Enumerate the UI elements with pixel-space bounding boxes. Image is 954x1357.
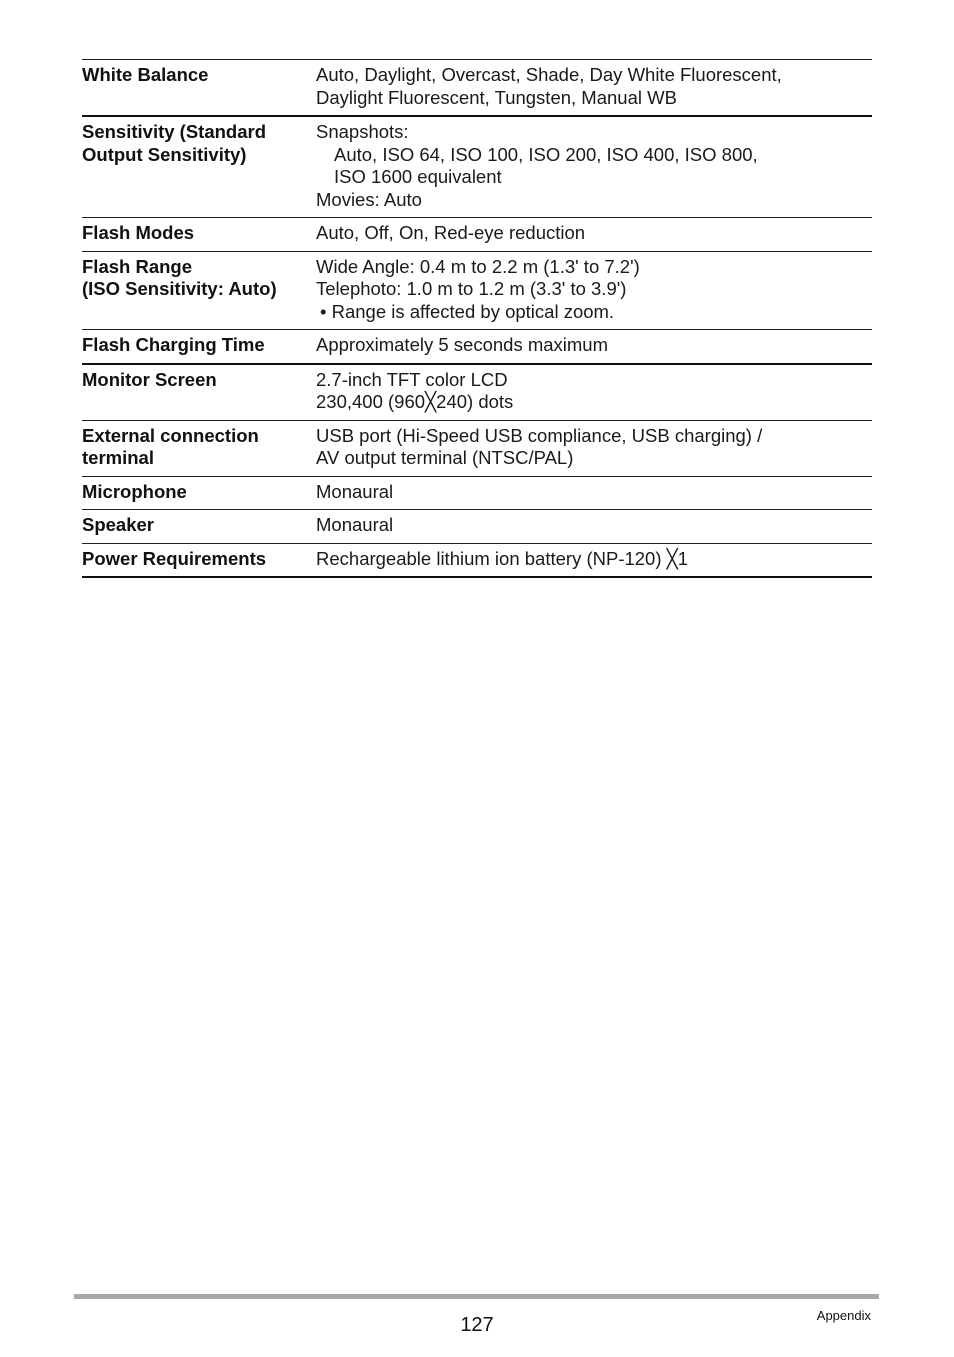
spec-value: Auto, Off, On, Red-eye reduction (316, 222, 586, 243)
spec-row-white-balance (82, 60, 872, 117)
spec-label-line: Flash Range (82, 255, 192, 277)
spec-label: Monitor Screen (82, 368, 217, 390)
page-number: 127 (460, 1314, 494, 1336)
spec-row-microphone (82, 476, 872, 510)
spec-value-line: 2.7-inch TFT color LCD (316, 368, 508, 390)
spec-value: Monaural (316, 480, 394, 502)
spec-value (316, 116, 872, 218)
spec-label: Power Requirements (82, 547, 267, 569)
telephoto-range: Telephoto: 1.0 m to 1.2 m (3.3' to 3.9') (316, 278, 627, 299)
spec-row-flash-modes (82, 218, 872, 252)
spec-value-line: AV output terminal (NTSC/PAL) (316, 447, 574, 468)
spec-value-line: Auto, ISO 64, ISO 100, ISO 200, ISO 400, ISO 800, (334, 143, 758, 165)
spec-label-line: (ISO Sensitivity: Auto) (82, 278, 277, 299)
spec-row-flash-range (82, 251, 872, 330)
spec-value (316, 364, 872, 421)
spec-value-line: 230,400 (960╳240) dots (316, 391, 514, 412)
spec-label-line: terminal (82, 447, 154, 468)
spec-value-line: Daylight Fluorescent, Tungsten, Manual WB (316, 86, 677, 108)
spec-label (82, 420, 316, 476)
spec-value-line: ISO 1600 equivalent (334, 166, 502, 187)
specifications-table (82, 59, 872, 578)
spec-row-speaker (82, 510, 872, 544)
wide-angle-range: Wide Angle: 0.4 m to 2.2 m (1.3' to 7.2') (316, 255, 640, 277)
spec-value: Monaural (316, 514, 394, 535)
spec-label-line: Sensitivity (Standard (82, 121, 267, 142)
snapshots-heading: Snapshots: (316, 121, 409, 142)
spec-value (316, 251, 872, 330)
spec-value (316, 420, 872, 476)
movies-line: Movies: Auto (316, 188, 422, 210)
spec-value: Rechargeable lithium ion battery (NP-120) ╳1 (316, 547, 689, 569)
spec-value-line: Auto, Daylight, Overcast, Shade, Day White Fluorescent, (316, 64, 782, 85)
spec-label (82, 251, 316, 330)
spec-row-power (82, 543, 872, 577)
section-label: Appendix (816, 1308, 871, 1323)
spec-label-line: Output Sensitivity) (82, 143, 247, 165)
range-note: • Range is affected by optical zoom. (320, 300, 615, 322)
spec-value: Approximately 5 seconds maximum (316, 334, 608, 355)
spec-label (82, 116, 316, 218)
spec-value (316, 60, 872, 117)
spec-label: Flash Modes (82, 222, 195, 243)
spec-value-line: USB port (Hi-Speed USB compliance, USB charging) / (316, 424, 763, 446)
spec-row-monitor (82, 364, 872, 421)
footer-divider (74, 1294, 879, 1299)
spec-row-external-terminal (82, 420, 872, 476)
spec-label: White Balance (82, 64, 209, 85)
spec-label: Microphone (82, 480, 187, 502)
spec-row-flash-charging (82, 330, 872, 364)
spec-label: Speaker (82, 514, 154, 535)
spec-row-sensitivity (82, 116, 872, 218)
spec-label: Flash Charging Time (82, 334, 265, 355)
spec-label-line: External connection (82, 424, 259, 446)
